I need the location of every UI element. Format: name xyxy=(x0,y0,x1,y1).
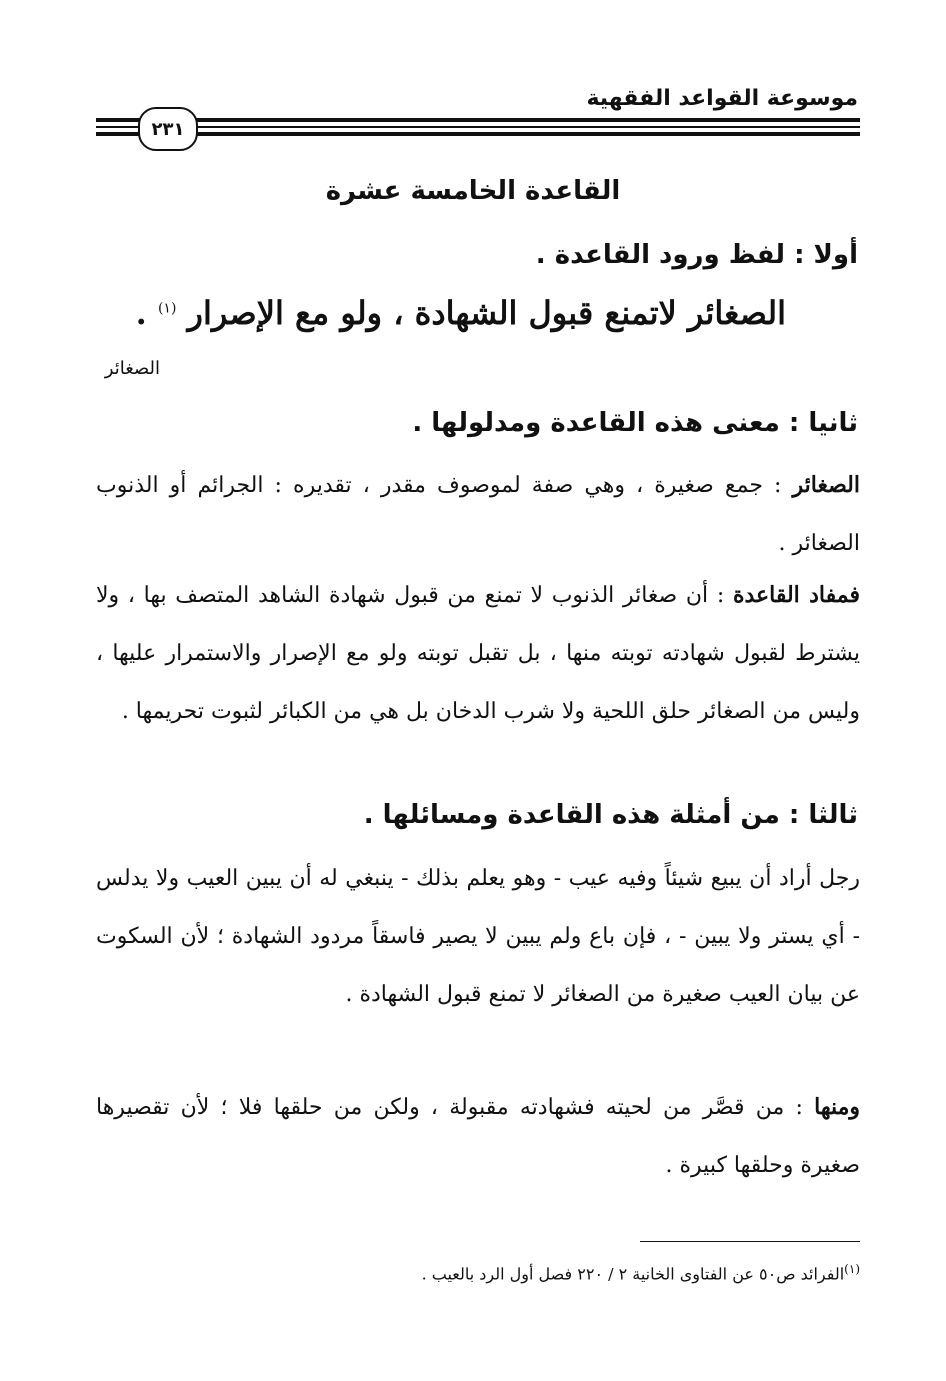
paragraph-text: : من قصَّر من لحيته فشهادته مقبولة ، ولكن من حلقها فلا ؛ لأن تقصيرها صغيرة وحلقها كبيرة . xyxy=(96,1095,860,1178)
running-head-book-title: موسوعة القواعد الفقهية xyxy=(586,86,858,111)
paragraph-text: : أن صغائر الذنوب لا تمنع من قبول شهادة الشاهد المتصف بها ، ولا يشترط لقبول شهادته توبته منها ، بل تقبل توبته ولو مع الإصرار والاستمرار عليها ، وليس من الصغائر حلق اللحية ولا شرب الدخان بل هي من الكبائر لثبوت تحريمها . xyxy=(96,583,860,724)
header-rule-bottom xyxy=(96,132,860,136)
paragraph-text: : جمع صغيرة ، وهي صفة لموصوف مقدر ، تقديره : الجرائم أو الذنوب الصغائر . xyxy=(96,473,860,556)
header-rule-top xyxy=(96,118,860,122)
paragraph-definition xyxy=(96,456,860,573)
rule-statement xyxy=(136,294,786,332)
footnote-rule xyxy=(640,1241,860,1242)
section-heading-3: ثالثا : من أمثلة هذه القاعدة ومسائلها . xyxy=(363,800,858,830)
footnote-reference[interactable]: (١) xyxy=(157,300,177,317)
footnote xyxy=(422,1262,860,1283)
footnote-marker: (١) xyxy=(844,1262,860,1276)
paragraph-example-1 xyxy=(96,850,860,1024)
paragraph-lead: فمفاد القاعدة xyxy=(732,582,860,608)
paragraph-example-2 xyxy=(96,1078,860,1195)
paragraph-lead: الصغائر xyxy=(792,472,860,498)
header-rule-middle xyxy=(96,126,860,128)
rule-statement-text: الصغائر لاتمنع قبول الشهادة ، ولو مع الإصرار xyxy=(187,294,786,332)
footnote-text: الفرائد ص٥٠ عن الفتاوى الخانية ٢ / ٢٢٠ فصل أول الرد بالعيب . xyxy=(421,1264,845,1284)
section-heading-2: ثانيا : معنى هذه القاعدة ومدلولها . xyxy=(412,408,858,438)
paragraph-meaning xyxy=(96,566,860,741)
paragraph-lead: ومنها xyxy=(814,1094,860,1120)
section-heading-1: أولا : لفظ ورود القاعدة . xyxy=(535,240,858,270)
side-note: الصغائر xyxy=(104,358,160,379)
paragraph-text: رجل أراد أن يبيع شيئاً وفيه عيب - وهو يعلم بذلك - ينبغي له أن يبين العيب ولا يدلس - أي يستر ولا يبين - ، فإن باع ولم يبين لا يصير فاسقاً مردود الشهادة ؛ لأن السكوت عن بيان العيب صغيرة من الصغائر لا تمنع قبول الشهادة . xyxy=(96,866,860,1007)
rule-statement-end: . xyxy=(135,294,158,332)
page-number: ٢٣١ xyxy=(138,107,198,151)
rule-title: القاعدة الخامسة عشرة xyxy=(325,176,621,206)
